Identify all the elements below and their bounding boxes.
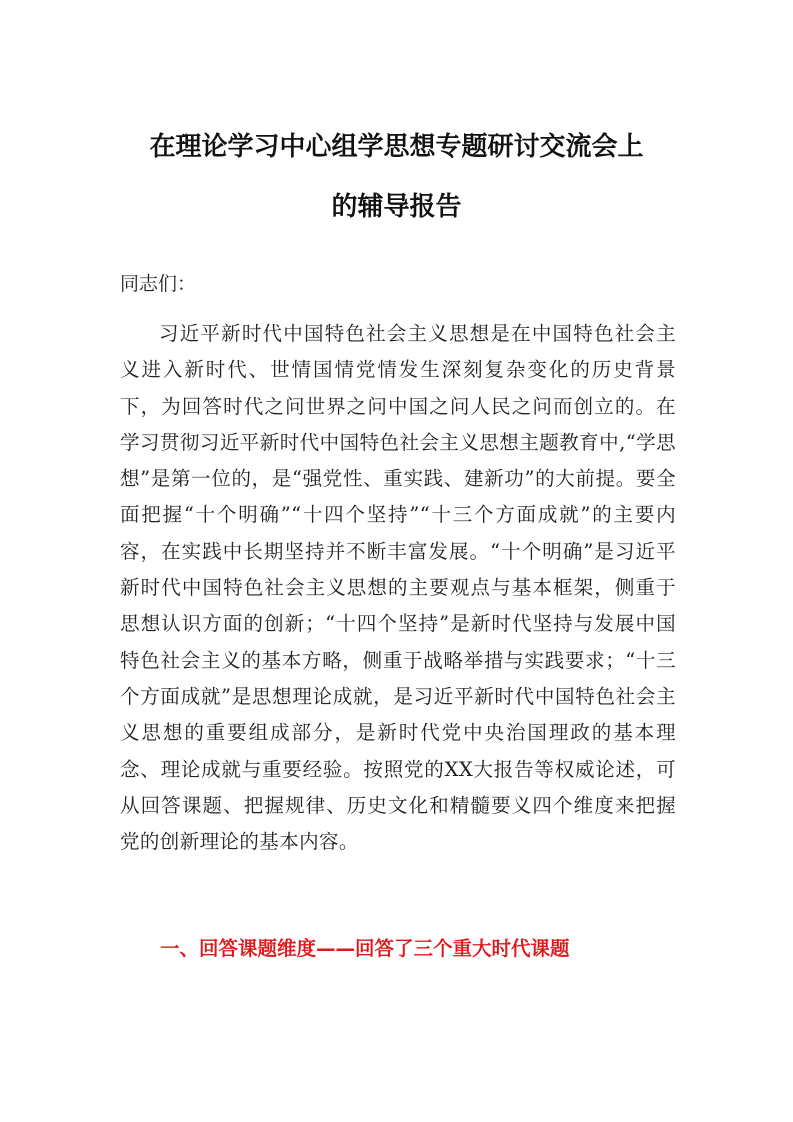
body-paragraph: 习近平新时代中国特色社会主义思想是在中国特色社会主义进入新时代、世情国情党情发生深刻复杂变化的历史背景下，为回答时代之问世界之问中国之问人民之问而创立的。在学习贯彻习近平新时代中国特色社会主义思想主题教育中,“学思想”是第一位的，是“强党性、重实践、建新功”的大前提。要全面把握“十个明确”“十四个坚持”“十三个方面成就”的主要内容，在实践中长期坚持并不断丰富发展。“十个明确”是习近平新时代中国特色社会主义思想的主要观点与基本框架，侧重于思想认识方面的创新；“十四个坚持”是新时代坚持与发展中国特色社会主义的基本方略，侧重于战略举措与实践要求；“十三个方面成就”是思想理论成就，是习近平新时代中国特色社会主义思想的重要组成部分，是新时代党中央治国理政的基本理念、理论成就与重要经验。按照党的XX大报告等权威论述，可从回答课题、把握规律、历史文化和精髓要义四个维度来把握党的创新理论的基本内容。 [120,322,676,854]
document-title-line-2: 的辅导报告 [331,192,462,222]
salutation: 同志们： [120,273,197,295]
document-title-line-1: 在理论学习中心组学思想专题研讨交流会上 [149,132,644,162]
section-heading-1: 一、回答课题维度——回答了三个重大时代课题 [160,937,570,960]
